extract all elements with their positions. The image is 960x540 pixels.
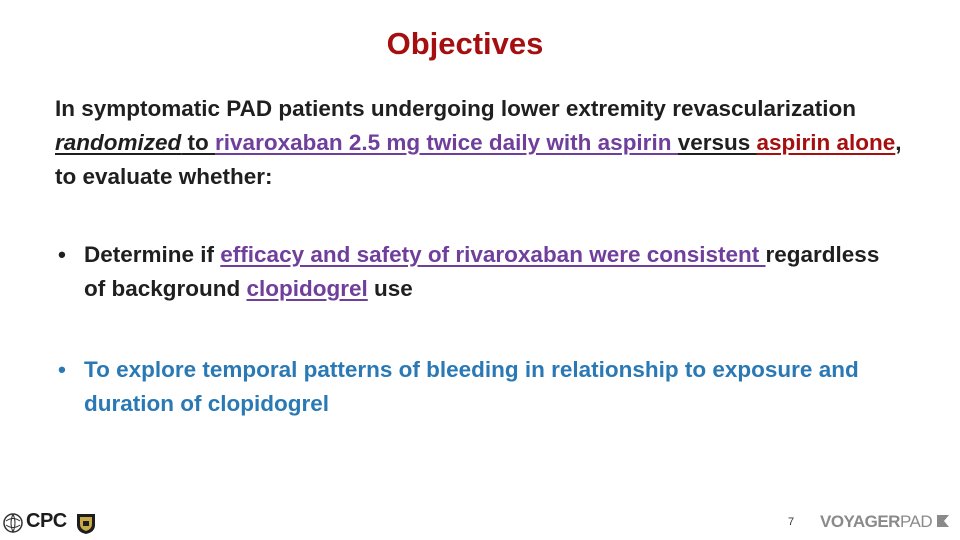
bullet-1-end: use: [367, 276, 413, 301]
bullet-1: [58, 238, 888, 306]
cpc-logo: [2, 508, 112, 538]
bullet-1-text: [84, 238, 888, 306]
bullet-1-lead: Determine if: [84, 242, 221, 267]
cpc-logo-text: CPC: [26, 510, 67, 532]
bullet-2: [58, 353, 888, 421]
voyager-logo-main: VOYAGER: [820, 512, 900, 531]
bullet-marker: •: [58, 357, 66, 382]
intro-aspirin-arm: aspirin alone: [756, 130, 896, 155]
voyager-pad-logo: [820, 512, 950, 532]
intro-rivaroxaban-arm: rivaroxaban 2.5 mg twice daily with aspirin: [215, 130, 678, 155]
bullet-2-text: To explore temporal patterns of bleeding in relationship to exposure and duration of clopidogrel: [84, 357, 859, 416]
intro-text: In symptomatic PAD patients undergoing lower extremity revascularization: [55, 96, 857, 121]
intro-randomized: randomized: [55, 130, 182, 155]
page-number: 7: [788, 516, 795, 528]
bullet-1-clopidogrel: clopidogrel: [246, 276, 368, 301]
intro-paragraph: [55, 92, 925, 194]
globe-icon: [2, 512, 24, 534]
bullet-1-efficacy: efficacy and safety of rivaroxaban were consistent: [220, 242, 766, 267]
intro-to: to: [181, 130, 216, 155]
slide-title: Objectives: [386, 26, 544, 61]
intro-versus: versus: [677, 130, 757, 155]
university-shield-icon: [76, 513, 96, 535]
bullet-marker: •: [58, 242, 66, 267]
voyager-logo-sub: PAD: [899, 512, 933, 531]
flag-icon: [936, 514, 950, 528]
intro-end: , to evaluate whether:: [55, 130, 902, 189]
bullet-1-mid: regardless of background: [84, 242, 880, 301]
